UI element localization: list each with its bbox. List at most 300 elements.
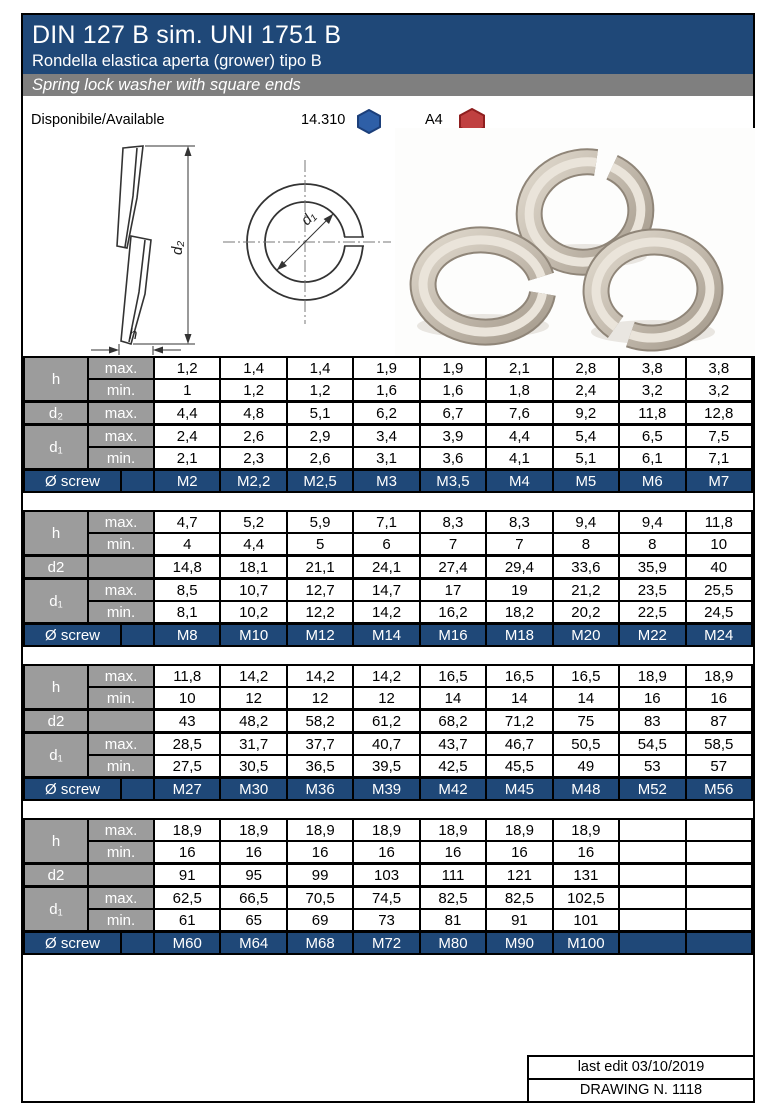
- value-cell: 5,1: [287, 402, 353, 425]
- value-cell: 18,9: [287, 819, 353, 841]
- value-cell: 7,1: [353, 511, 419, 533]
- value-cell: 58,5: [686, 733, 752, 756]
- row-sublabel-d2: [88, 710, 154, 733]
- table-row: [24, 710, 752, 733]
- row-sublabel-min: min.: [88, 447, 154, 470]
- value-cell: 27,4: [420, 556, 486, 579]
- row-label-d1: d₁: [24, 887, 88, 932]
- value-cell: 1,2: [220, 379, 286, 402]
- row-label-d1: d₁: [24, 579, 88, 624]
- material-code-steel: 14.310: [301, 112, 346, 128]
- table-row: [24, 601, 752, 624]
- value-cell: [686, 932, 752, 955]
- table-row: [24, 533, 752, 556]
- value-cell: 49: [553, 755, 619, 778]
- value-cell: M7: [686, 470, 752, 493]
- value-cell: 27,5: [154, 755, 220, 778]
- value-cell: 16: [353, 841, 419, 864]
- value-cell: 2,3: [220, 447, 286, 470]
- value-cell: [686, 909, 752, 932]
- value-cell: 42,5: [420, 755, 486, 778]
- value-cell: 45,5: [486, 755, 552, 778]
- value-cell: 7: [486, 533, 552, 556]
- value-cell: 14,8: [154, 556, 220, 579]
- value-cell: M27: [154, 778, 220, 801]
- value-cell: 95: [220, 864, 286, 887]
- value-cell: M42: [420, 778, 486, 801]
- value-cell: 21,1: [287, 556, 353, 579]
- drawing-sheet-frame: [21, 13, 755, 1103]
- value-cell: 8: [553, 533, 619, 556]
- dimension-table-3: [23, 664, 753, 801]
- value-cell: 50,5: [553, 733, 619, 756]
- row-sublabel-min: min.: [88, 601, 154, 624]
- value-cell: 4,8: [220, 402, 286, 425]
- value-cell: 102,5: [553, 887, 619, 910]
- value-cell: M2: [154, 470, 220, 493]
- value-cell: 4,1: [486, 447, 552, 470]
- value-cell: M12: [287, 624, 353, 647]
- value-cell: M60: [154, 932, 220, 955]
- table-row: [24, 733, 752, 756]
- row-label-screw: Ø screw: [24, 778, 121, 801]
- screw-spacer: [121, 932, 154, 955]
- value-cell: 11,8: [686, 511, 752, 533]
- value-cell: 18,9: [420, 819, 486, 841]
- value-cell: 19: [486, 579, 552, 602]
- value-cell: 82,5: [486, 887, 552, 910]
- row-label-screw: Ø screw: [24, 470, 121, 493]
- value-cell: 4: [154, 533, 220, 556]
- value-cell: 14,2: [353, 601, 419, 624]
- value-cell: 16: [553, 841, 619, 864]
- value-cell: M18: [486, 624, 552, 647]
- row-label-d2: d₂: [24, 402, 88, 425]
- value-cell: M72: [353, 932, 419, 955]
- value-cell: 3,2: [619, 379, 685, 402]
- value-cell: 9,4: [553, 511, 619, 533]
- value-cell: 6,1: [619, 447, 685, 470]
- table-row: [24, 932, 752, 955]
- side-view-drawing: [67, 136, 227, 356]
- value-cell: 81: [420, 909, 486, 932]
- dimension-table-4: [23, 818, 753, 955]
- value-cell: 66,5: [220, 887, 286, 910]
- row-sublabel-min: min.: [88, 755, 154, 778]
- value-cell: [619, 887, 685, 910]
- value-cell: 91: [486, 909, 552, 932]
- washers-photo: [395, 128, 755, 356]
- value-cell: 16: [486, 841, 552, 864]
- value-cell: 69: [287, 909, 353, 932]
- value-cell: 14: [486, 687, 552, 710]
- value-cell: 62,5: [154, 887, 220, 910]
- value-cell: M64: [220, 932, 286, 955]
- value-cell: 7,5: [686, 425, 752, 448]
- value-cell: M36: [287, 778, 353, 801]
- value-cell: 22,5: [619, 601, 685, 624]
- value-cell: 4,7: [154, 511, 220, 533]
- value-cell: 18,9: [154, 819, 220, 841]
- value-cell: M20: [553, 624, 619, 647]
- value-cell: 14: [420, 687, 486, 710]
- material-code-inox: A4: [425, 112, 443, 128]
- value-cell: 7,1: [686, 447, 752, 470]
- value-cell: 16,5: [553, 665, 619, 687]
- row-sublabel-d2: [88, 864, 154, 887]
- value-cell: 18,2: [486, 601, 552, 624]
- value-cell: M24: [686, 624, 752, 647]
- dim-label-d2: d₂: [169, 240, 186, 255]
- value-cell: 39,5: [353, 755, 419, 778]
- value-cell: 46,7: [486, 733, 552, 756]
- value-cell: 2,4: [154, 425, 220, 448]
- value-cell: 68,2: [420, 710, 486, 733]
- value-cell: 14,2: [287, 665, 353, 687]
- value-cell: M16: [420, 624, 486, 647]
- table-row: [24, 579, 752, 602]
- value-cell: M22: [619, 624, 685, 647]
- row-sublabel-d2: [88, 556, 154, 579]
- value-cell: 14,2: [220, 665, 286, 687]
- page-title: DIN 127 B sim. UNI 1751 B: [32, 21, 342, 49]
- dimension-table-1: [23, 356, 753, 493]
- value-cell: 21,2: [553, 579, 619, 602]
- value-cell: 35,9: [619, 556, 685, 579]
- row-sublabel-max: max.: [88, 357, 154, 379]
- value-cell: 54,5: [619, 733, 685, 756]
- value-cell: 8,5: [154, 579, 220, 602]
- value-cell: 121: [486, 864, 552, 887]
- header-band: [23, 15, 753, 74]
- value-cell: 40,7: [353, 733, 419, 756]
- value-cell: 18,9: [553, 819, 619, 841]
- value-cell: 4,4: [220, 533, 286, 556]
- value-cell: 12,8: [686, 402, 752, 425]
- value-cell: 3,8: [686, 357, 752, 379]
- value-cell: 111: [420, 864, 486, 887]
- value-cell: 1,6: [420, 379, 486, 402]
- row-label-h: h: [24, 357, 88, 402]
- value-cell: 1,9: [353, 357, 419, 379]
- row-sublabel-max: max.: [88, 579, 154, 602]
- value-cell: 83: [619, 710, 685, 733]
- value-cell: M8: [154, 624, 220, 647]
- value-cell: 11,8: [619, 402, 685, 425]
- value-cell: 57: [686, 755, 752, 778]
- value-cell: 3,6: [420, 447, 486, 470]
- value-cell: M14: [353, 624, 419, 647]
- value-cell: 2,1: [486, 357, 552, 379]
- row-label-h: h: [24, 819, 88, 864]
- value-cell: 91: [154, 864, 220, 887]
- value-cell: 16: [220, 841, 286, 864]
- value-cell: 33,6: [553, 556, 619, 579]
- value-cell: 7,6: [486, 402, 552, 425]
- value-cell: 29,4: [486, 556, 552, 579]
- value-cell: [619, 819, 685, 841]
- value-cell: 61,2: [353, 710, 419, 733]
- row-sublabel-max: max.: [88, 511, 154, 533]
- value-cell: 14,2: [353, 665, 419, 687]
- value-cell: M100: [553, 932, 619, 955]
- value-cell: 6,2: [353, 402, 419, 425]
- value-cell: 8,3: [420, 511, 486, 533]
- table-row: [24, 909, 752, 932]
- drawing-number: DRAWING N. 1118: [529, 1078, 753, 1101]
- value-cell: 74,5: [353, 887, 419, 910]
- value-cell: 8,3: [486, 511, 552, 533]
- row-sublabel-max: max.: [88, 665, 154, 687]
- value-cell: 36,5: [287, 755, 353, 778]
- value-cell: 25,5: [686, 579, 752, 602]
- row-sublabel-min: min.: [88, 687, 154, 710]
- value-cell: 12,2: [287, 601, 353, 624]
- table-row: [24, 665, 752, 687]
- value-cell: M2,2: [220, 470, 286, 493]
- value-cell: 23,5: [619, 579, 685, 602]
- value-cell: 9,2: [553, 402, 619, 425]
- value-cell: 58,2: [287, 710, 353, 733]
- table-row: [24, 755, 752, 778]
- screw-spacer: [121, 778, 154, 801]
- value-cell: 73: [353, 909, 419, 932]
- value-cell: 2,8: [553, 357, 619, 379]
- value-cell: 3,2: [686, 379, 752, 402]
- row-sublabel-max: max.: [88, 733, 154, 756]
- value-cell: 2,1: [154, 447, 220, 470]
- row-label-h: h: [24, 665, 88, 710]
- table-row: [24, 425, 752, 448]
- row-sublabel-min: min.: [88, 379, 154, 402]
- value-cell: 11,8: [154, 665, 220, 687]
- table-row: [24, 887, 752, 910]
- value-cell: M4: [486, 470, 552, 493]
- value-cell: 37,7: [287, 733, 353, 756]
- value-cell: 16,2: [420, 601, 486, 624]
- value-cell: 5,1: [553, 447, 619, 470]
- table-row: [24, 379, 752, 402]
- value-cell: 2,9: [287, 425, 353, 448]
- availability-label: Disponibile/Available: [31, 112, 165, 128]
- value-cell: 24,5: [686, 601, 752, 624]
- value-cell: 2,4: [553, 379, 619, 402]
- value-cell: 1,9: [420, 357, 486, 379]
- value-cell: [686, 864, 752, 887]
- value-cell: 48,2: [220, 710, 286, 733]
- value-cell: 10: [154, 687, 220, 710]
- title-block: [527, 1055, 755, 1103]
- subtitle-italian: Rondella elastica aperta (grower) tipo B: [32, 52, 322, 70]
- dimension-table-2: [23, 510, 753, 647]
- value-cell: 8: [619, 533, 685, 556]
- value-cell: 87: [686, 710, 752, 733]
- screw-spacer: [121, 470, 154, 493]
- value-cell: 70,5: [287, 887, 353, 910]
- value-cell: 131: [553, 864, 619, 887]
- value-cell: 18,1: [220, 556, 286, 579]
- subtitle-english: Spring lock washer with square ends: [23, 74, 753, 96]
- value-cell: 16: [619, 687, 685, 710]
- value-cell: 16: [154, 841, 220, 864]
- value-cell: 43,7: [420, 733, 486, 756]
- value-cell: M39: [353, 778, 419, 801]
- value-cell: 61: [154, 909, 220, 932]
- row-sublabel-d2: max.: [88, 402, 154, 425]
- value-cell: 10,2: [220, 601, 286, 624]
- value-cell: M48: [553, 778, 619, 801]
- value-cell: 12: [220, 687, 286, 710]
- value-cell: 1,4: [287, 357, 353, 379]
- value-cell: [686, 841, 752, 864]
- value-cell: 16,5: [420, 665, 486, 687]
- technical-drawings-band: [23, 134, 753, 356]
- table-row: [24, 402, 752, 425]
- value-cell: 6: [353, 533, 419, 556]
- row-sublabel-max: max.: [88, 425, 154, 448]
- table-row: [24, 778, 752, 801]
- value-cell: 6,7: [420, 402, 486, 425]
- top-view-drawing: [219, 156, 394, 331]
- value-cell: 18,9: [619, 665, 685, 687]
- value-cell: 8,1: [154, 601, 220, 624]
- dim-label-h: h: [129, 326, 138, 343]
- value-cell: 75: [553, 710, 619, 733]
- value-cell: M2,5: [287, 470, 353, 493]
- value-cell: 6,5: [619, 425, 685, 448]
- table-row: [24, 447, 752, 470]
- value-cell: 14,7: [353, 579, 419, 602]
- value-cell: 17: [420, 579, 486, 602]
- value-cell: M45: [486, 778, 552, 801]
- last-edit: last edit 03/10/2019: [577, 1059, 705, 1075]
- value-cell: M56: [686, 778, 752, 801]
- value-cell: 101: [553, 909, 619, 932]
- value-cell: [619, 864, 685, 887]
- value-cell: 10,7: [220, 579, 286, 602]
- value-cell: 30,5: [220, 755, 286, 778]
- value-cell: 24,1: [353, 556, 419, 579]
- value-cell: 31,7: [220, 733, 286, 756]
- value-cell: 4,4: [154, 402, 220, 425]
- value-cell: [619, 841, 685, 864]
- row-label-d2: d2: [24, 710, 88, 733]
- value-cell: M5: [553, 470, 619, 493]
- value-cell: 1: [154, 379, 220, 402]
- value-cell: 18,9: [220, 819, 286, 841]
- value-cell: 18,9: [353, 819, 419, 841]
- row-sublabel-min: min.: [88, 533, 154, 556]
- value-cell: 5,2: [220, 511, 286, 533]
- value-cell: [686, 887, 752, 910]
- value-cell: M90: [486, 932, 552, 955]
- value-cell: 43: [154, 710, 220, 733]
- dim-label-d1: d₁: [297, 207, 320, 229]
- value-cell: 99: [287, 864, 353, 887]
- value-cell: 40: [686, 556, 752, 579]
- value-cell: 16,5: [486, 665, 552, 687]
- value-cell: 12,7: [287, 579, 353, 602]
- table-row: [24, 556, 752, 579]
- value-cell: 3,1: [353, 447, 419, 470]
- value-cell: [619, 932, 685, 955]
- table-row: [24, 511, 752, 533]
- table-row: [24, 687, 752, 710]
- value-cell: M80: [420, 932, 486, 955]
- value-cell: 71,2: [486, 710, 552, 733]
- value-cell: 16: [686, 687, 752, 710]
- value-cell: 5,4: [553, 425, 619, 448]
- table-row: [24, 470, 752, 493]
- value-cell: 1,8: [486, 379, 552, 402]
- value-cell: 18,9: [686, 665, 752, 687]
- row-sublabel-max: max.: [88, 819, 154, 841]
- value-cell: 3,8: [619, 357, 685, 379]
- value-cell: 4,4: [486, 425, 552, 448]
- value-cell: [686, 819, 752, 841]
- value-cell: 18,9: [486, 819, 552, 841]
- value-cell: 12: [353, 687, 419, 710]
- value-cell: 5: [287, 533, 353, 556]
- table-row: [24, 819, 752, 841]
- value-cell: 82,5: [420, 887, 486, 910]
- row-label-h: h: [24, 511, 88, 556]
- screw-spacer: [121, 624, 154, 647]
- value-cell: 3,9: [420, 425, 486, 448]
- row-label-screw: Ø screw: [24, 624, 121, 647]
- value-cell: 3,4: [353, 425, 419, 448]
- table-row: [24, 357, 752, 379]
- value-cell: 103: [353, 864, 419, 887]
- value-cell: 20,2: [553, 601, 619, 624]
- value-cell: 12: [287, 687, 353, 710]
- value-cell: 28,5: [154, 733, 220, 756]
- value-cell: 16: [420, 841, 486, 864]
- table-row: [24, 624, 752, 647]
- value-cell: M30: [220, 778, 286, 801]
- value-cell: 10: [686, 533, 752, 556]
- value-cell: 9,4: [619, 511, 685, 533]
- value-cell: 5,9: [287, 511, 353, 533]
- value-cell: 2,6: [220, 425, 286, 448]
- value-cell: 1,2: [154, 357, 220, 379]
- row-sublabel-min: min.: [88, 841, 154, 864]
- value-cell: M68: [287, 932, 353, 955]
- value-cell: 1,2: [287, 379, 353, 402]
- table-row: [24, 841, 752, 864]
- row-sublabel-min: min.: [88, 909, 154, 932]
- value-cell: 16: [287, 841, 353, 864]
- value-cell: 7: [420, 533, 486, 556]
- value-cell: 14: [553, 687, 619, 710]
- row-label-d2: d2: [24, 864, 88, 887]
- value-cell: M52: [619, 778, 685, 801]
- row-sublabel-max: max.: [88, 887, 154, 910]
- value-cell: 1,4: [220, 357, 286, 379]
- value-cell: M10: [220, 624, 286, 647]
- value-cell: 2,6: [287, 447, 353, 470]
- row-label-d1: d₁: [24, 425, 88, 470]
- value-cell: M3: [353, 470, 419, 493]
- dimension-tables: [23, 356, 753, 955]
- value-cell: M3,5: [420, 470, 486, 493]
- value-cell: 1,6: [353, 379, 419, 402]
- row-label-d2: d2: [24, 556, 88, 579]
- value-cell: [619, 909, 685, 932]
- row-label-screw: Ø screw: [24, 932, 121, 955]
- row-label-d1: d₁: [24, 733, 88, 778]
- value-cell: 53: [619, 755, 685, 778]
